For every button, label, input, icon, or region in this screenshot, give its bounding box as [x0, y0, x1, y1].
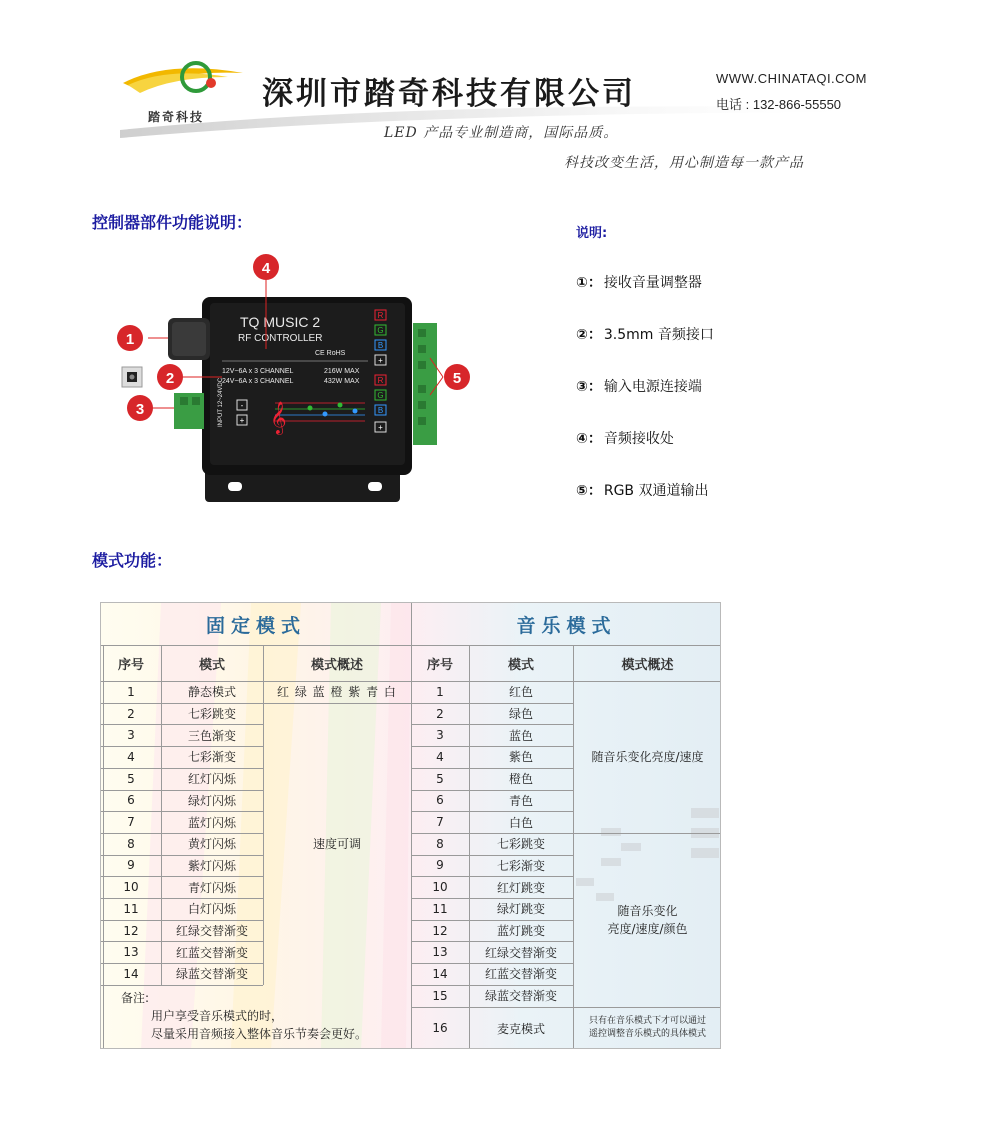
- music-row-mode: 绿蓝交替渐变: [484, 989, 557, 1004]
- rgb-label-r-2: R: [377, 376, 384, 385]
- table-rule: [469, 645, 470, 1049]
- music-row-mode: 红绿交替渐变: [484, 945, 557, 960]
- table-rule: [573, 1007, 721, 1008]
- fixed-col-desc: 模式概述: [310, 657, 363, 673]
- music-row-no: 10: [432, 880, 448, 895]
- rgb-label-b-1: B: [377, 341, 384, 350]
- music-row-mode: 绿色: [508, 707, 533, 722]
- music-desc-mic-line-2: 遥控调整音乐模式的具体模式: [588, 1029, 706, 1040]
- remark-line-1: 用户享受音乐模式的时，: [151, 1009, 284, 1024]
- fixed-row-no: 12: [123, 923, 139, 938]
- page-header: [0, 0, 991, 185]
- device-title: TQ MUSIC 2: [240, 314, 321, 330]
- fixed-row-no: 5: [127, 771, 135, 786]
- slogan-line-1: LED 产品专业制造商，国际品质。: [384, 125, 619, 141]
- fixed-row-mode: 黄灯闪烁: [187, 837, 236, 852]
- callout-4: 4: [261, 260, 271, 277]
- note-num: ①：: [576, 275, 602, 291]
- rgb-label-g-2: G: [377, 391, 384, 400]
- fixed-mode-header: 固定模式: [205, 614, 306, 637]
- fixed-row-no: 13: [123, 945, 139, 960]
- device-spec-2-right: 432W MAX: [324, 378, 360, 385]
- music-row-mode: 七彩跳变: [496, 837, 545, 852]
- music-row-mode: 紫色: [508, 750, 533, 765]
- music-row-no: 15: [432, 988, 448, 1003]
- controller-device-illustration: [110, 245, 490, 510]
- note-num: ⑤：: [576, 483, 602, 499]
- music-desc-group-2: [573, 833, 721, 1007]
- fixed-desc-colors: 红 绿 蓝 橙 紫 青 白: [277, 685, 397, 700]
- table-rule: [573, 645, 574, 1049]
- fixed-row-mode: 三色渐变: [187, 728, 236, 743]
- slogan-line-2: 科技改变生活，用心制造每一款产品: [564, 155, 804, 171]
- note-text: RGB 双通道输出: [603, 483, 709, 499]
- fixed-row-mode: 静态模式: [187, 685, 236, 700]
- note-item-5: [576, 480, 709, 500]
- fixed-row-no: 14: [123, 966, 139, 981]
- fixed-col-no: 序号: [117, 657, 144, 673]
- logo-text: 踏奇科技: [148, 110, 205, 124]
- callout-2: 2: [165, 370, 175, 387]
- music-row-no: 14: [432, 966, 448, 981]
- note-num: ④：: [576, 431, 602, 447]
- music-row-mode: 白色: [508, 815, 533, 830]
- table-rule: [103, 645, 104, 1049]
- music-row-no: 11: [432, 901, 448, 916]
- note-text: 音频接收处: [603, 431, 674, 447]
- company-name: 深圳市踏奇科技有限公司: [262, 76, 636, 112]
- fixed-row-no: 10: [123, 880, 139, 895]
- output-plus-1: +: [378, 356, 383, 365]
- callout-1: 1: [125, 331, 135, 348]
- music-row-no: 2: [436, 706, 444, 721]
- table-rule: [161, 645, 162, 985]
- device-cert: CE RoHS: [315, 350, 346, 357]
- table-rule: [263, 703, 411, 704]
- rgb-label-b-2: B: [377, 406, 384, 415]
- fixed-row-mode: 绿蓝交替渐变: [175, 967, 248, 982]
- note-item-1: [576, 272, 702, 292]
- fixed-col-mode: 模式: [198, 657, 225, 673]
- website-text: WWW.CHINATAQI.COM: [716, 71, 867, 86]
- music-row-no: 8: [436, 836, 444, 851]
- music-row-mode: 蓝色: [508, 728, 533, 743]
- mode-table: [100, 602, 721, 1049]
- fixed-row-mode: 白灯闪烁: [187, 902, 236, 917]
- treble-clef-icon: 𝄞: [270, 401, 287, 434]
- table-rule: [263, 645, 264, 985]
- fixed-row-mode: 红蓝交替渐变: [175, 945, 248, 960]
- fixed-row-no: 8: [127, 836, 135, 851]
- fixed-row-mode: 紫灯闪烁: [187, 858, 236, 873]
- music-col-desc: 模式概述: [621, 657, 674, 673]
- music-desc-mic-line-1: 只有在音乐模式下才可以通过: [588, 1016, 706, 1027]
- notes-title: 说明:: [576, 226, 608, 241]
- music-row-mode: 红色: [508, 685, 533, 700]
- note-item-2: [576, 324, 714, 344]
- device-spec-1-left: 12V~6A x 3 CHANNEL: [222, 368, 294, 375]
- music-row-mode: 橙色: [508, 772, 533, 787]
- fixed-row-mode: 青灯闪烁: [187, 880, 236, 895]
- fixed-row-no: 9: [127, 858, 135, 873]
- music-col-no: 序号: [426, 657, 453, 673]
- device-spec-2-left: 24V~6A x 3 CHANNEL: [222, 378, 294, 385]
- remark-label: 备注:: [121, 991, 150, 1006]
- music-row-no: 3: [436, 728, 444, 743]
- device-subtitle: RF CONTROLLER: [238, 333, 323, 344]
- music-mode-header: 音乐模式: [516, 614, 617, 637]
- fixed-row-no: 6: [127, 793, 135, 808]
- music-desc-mic: [573, 1007, 721, 1050]
- fixed-row-mode: 红灯闪烁: [187, 772, 236, 787]
- fixed-row-no: 4: [127, 749, 135, 764]
- remark-line-2: 尽量采用音频接入整体音乐节奏会更好。: [151, 1027, 368, 1042]
- music-desc-group-1: 随音乐变化亮度/速度: [591, 750, 704, 765]
- music-row-no: 9: [436, 858, 444, 873]
- music-row-mode: 红灯跳变: [496, 880, 545, 895]
- music-row-mode: 红蓝交替渐变: [484, 967, 557, 982]
- fixed-row-no: 2: [127, 706, 135, 721]
- section-title-components: 控制器部件功能说明：: [92, 213, 253, 232]
- device-input-label: INPUT 12~24VDC: [218, 377, 224, 427]
- music-row-no: 1: [436, 684, 444, 699]
- fixed-row-mode: 七彩渐变: [187, 750, 236, 765]
- music-col-mode: 模式: [507, 657, 534, 673]
- music-row-no: 5: [436, 771, 444, 786]
- music-row-mode: 七彩渐变: [496, 858, 545, 873]
- table-rule: [573, 833, 721, 834]
- music-row-no: 12: [432, 923, 448, 938]
- fixed-desc-speed: 速度可调: [312, 837, 361, 852]
- table-rule: [101, 985, 263, 986]
- fixed-row-no: 1: [127, 684, 135, 699]
- fixed-row-mode: 绿灯闪烁: [187, 793, 236, 808]
- device-spec-1-right: 216W MAX: [324, 368, 360, 375]
- phone-text: 电话 : 132-866-55550: [716, 97, 842, 112]
- music-row-mode: 绿灯跳变: [496, 902, 545, 917]
- music-row-mode: 蓝灯跳变: [496, 924, 545, 939]
- note-item-4: [576, 428, 674, 448]
- music-row-no: 13: [432, 945, 448, 960]
- callout-3: 3: [135, 401, 145, 418]
- note-item-3: [576, 376, 702, 396]
- fixed-row-mode: 七彩跳变: [187, 707, 236, 722]
- section-title-modes: 模式功能：: [92, 551, 173, 570]
- music-row-mode: 青色: [508, 793, 533, 808]
- note-text: 输入电源连接端: [603, 379, 702, 395]
- music-row-no: 6: [436, 793, 444, 808]
- note-text: 3.5mm 音频接口: [603, 327, 714, 343]
- rgb-label-g-1: G: [377, 326, 384, 335]
- note-num: ③：: [576, 379, 602, 395]
- music-desc-group-2-line-2: 亮度/速度/颜色: [607, 921, 688, 936]
- output-plus-2: +: [378, 423, 383, 432]
- fixed-row-no: 3: [127, 728, 135, 743]
- table-rule: [411, 1007, 573, 1008]
- fixed-row-no: 7: [127, 815, 135, 830]
- input-minus: -: [240, 401, 244, 410]
- music-row-no: 16: [432, 1021, 448, 1036]
- table-rule: [411, 603, 412, 1049]
- rgb-label-r-1: R: [377, 311, 384, 320]
- fixed-row-mode: 蓝灯闪烁: [187, 815, 236, 830]
- fixed-row-mode: 红绿交替渐变: [175, 924, 248, 939]
- music-row-no: 7: [436, 815, 444, 830]
- fixed-row-no: 11: [123, 901, 139, 916]
- music-row-mode: 麦克模式: [496, 1021, 545, 1036]
- input-plus: +: [239, 416, 245, 425]
- note-num: ②：: [576, 327, 602, 343]
- callout-5: 5: [452, 370, 462, 387]
- music-desc-group-2-line-1: 随音乐变化: [617, 903, 678, 918]
- note-text: 接收音量调整器: [603, 275, 702, 291]
- music-row-no: 4: [436, 749, 444, 764]
